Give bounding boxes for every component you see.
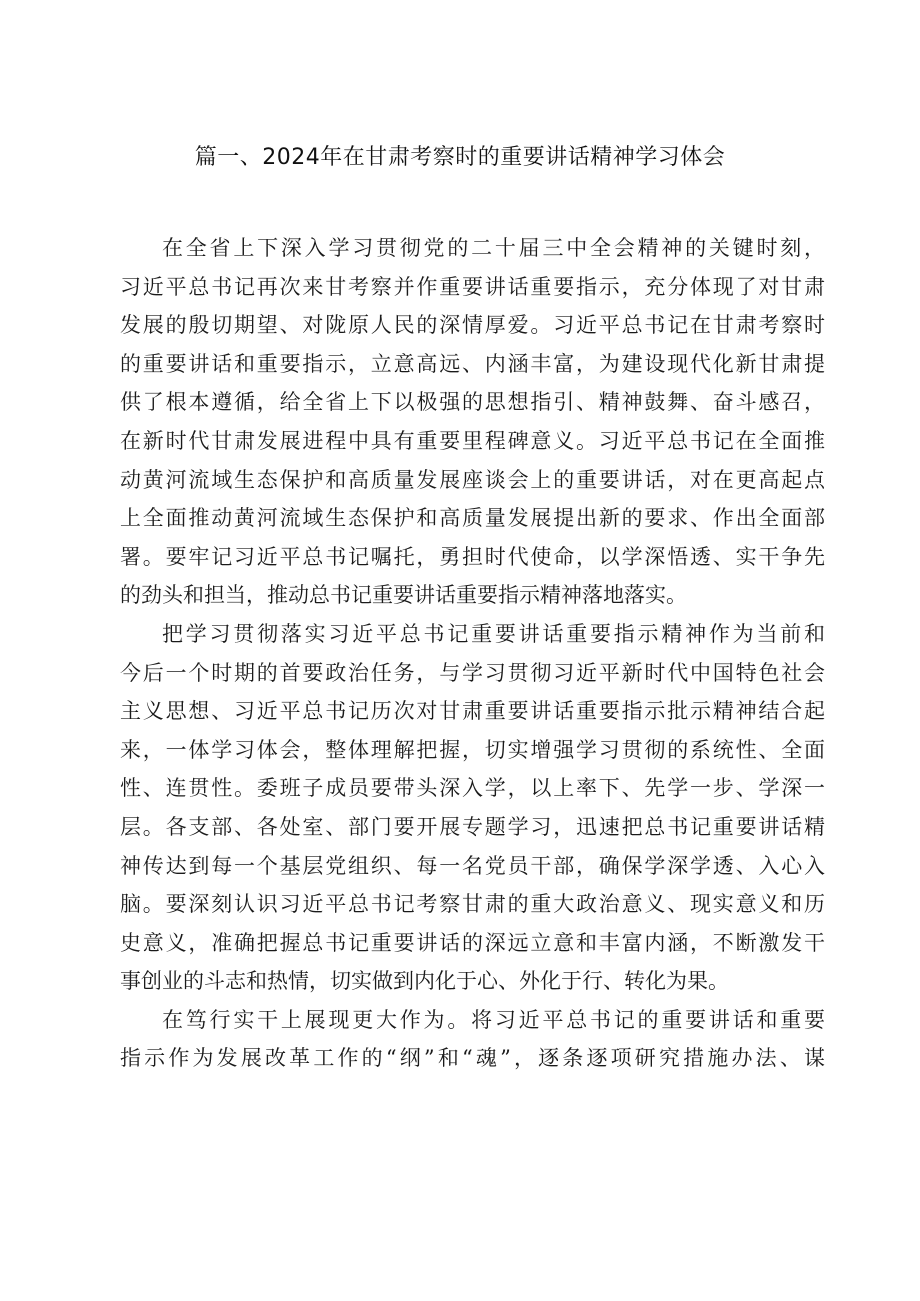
- text-line: 习近平总书记再次来甘考察并作重要讲话重要指示，充分体现了对甘肃: [120, 274, 825, 299]
- text-line: 脑。要深刻认识习近平总书记考察甘肃的重大政治意义、现实意义和历: [120, 892, 825, 917]
- text-line: 神传达到每一个基层党组织、每一名党员干部，确保学深学透、入心入: [120, 853, 825, 878]
- text-line: 指示作为发展改革工作的“纲”和“魂”，逐条逐项研究措施办法、谋: [120, 1046, 825, 1071]
- text-line: 今后一个时期的首要政治任务，与学习贯彻习近平新时代中国特色社会: [120, 660, 825, 685]
- text-line: 来，一体学习体会，整体理解把握，切实增强学习贯彻的系统性、全面: [120, 737, 825, 762]
- text-line: 动黄河流域生态保护和高质量发展座谈会上的重要讲话，对在更高起点: [120, 467, 825, 492]
- text-line: 史意义，准确把握总书记重要讲话的深远立意和丰富内涵，不断激发干: [120, 930, 825, 955]
- text-line: 署。要牢记习近平总书记嘱托，勇担时代使命，以学深悟透、实干争先: [120, 544, 825, 569]
- text-line: 性、连贯性。委班子成员要带头深入学，以上率下、先学一步、学深一: [120, 776, 825, 801]
- paragraph-2: [120, 615, 825, 1001]
- document-body: [120, 229, 825, 1078]
- text-line: 事创业的斗志和热情，切实做到内化于心、外化于行、转化为果。: [120, 969, 729, 994]
- text-line: 发展的殷切期望、对陇原人民的深情厚爱。习近平总书记在甘肃考察时: [120, 313, 825, 338]
- text-line: 在新时代甘肃发展进程中具有重要里程碑意义。习近平总书记在全面推: [120, 428, 825, 453]
- text-line: 在笃行实干上展现更大作为。将习近平总书记的重要讲话和重要: [162, 1007, 825, 1032]
- text-line: 上全面推动黄河流域生态保护和高质量发展提出新的要求、作出全面部: [120, 506, 825, 531]
- text-line: 层。各支部、各处室、部门要开展专题学习，迅速把总书记重要讲话精: [120, 814, 825, 839]
- text-line: 在全省上下深入学习贯彻党的二十届三中全会精神的关键时刻，: [162, 236, 825, 260]
- paragraph-3: [120, 1001, 825, 1078]
- document-title: 篇一、2024年在甘肃考察时的重要讲话精神学习体会: [194, 145, 726, 170]
- text-line: 的重要讲话和重要指示，立意高远、内涵丰富，为建设现代化新甘肃提: [120, 351, 825, 376]
- text-line: 主义思想、习近平总书记历次对甘肃重要讲话重要指示批示精神结合起: [120, 699, 825, 724]
- text-line: 的劲头和担当，推动总书记重要讲话重要指示精神落地落实。: [120, 583, 687, 608]
- paragraph-1: [120, 229, 825, 615]
- text-line: 供了根本遵循，给全省上下以极强的思想指引、精神鼓舞、奋斗感召，: [120, 390, 825, 415]
- text-line: 把学习贯彻落实习近平总书记重要讲话重要指示精神作为当前和: [162, 621, 825, 646]
